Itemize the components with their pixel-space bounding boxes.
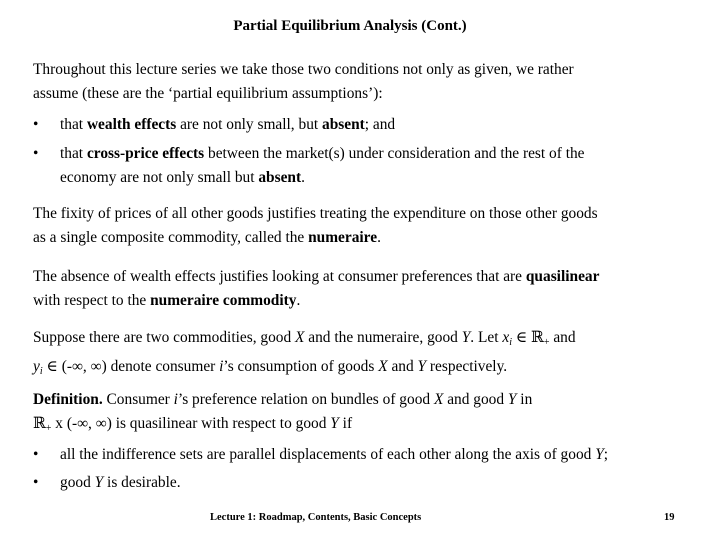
paragraph-line: as a single composite commodity, called the numeraire. <box>33 229 381 246</box>
slide-title: Partial Equilibrium Analysis (Cont.) <box>233 18 467 34</box>
bullet-marker: • <box>33 145 39 162</box>
paragraph-line: $y_i$ ∈ (-∞, ∞) denote consumer i’s consumption of goods X and Y respectively. <box>33 358 508 377</box>
bullet-marker: • <box>33 446 39 463</box>
bullet-text: that wealth effects are not only small, but absent; and <box>60 116 396 133</box>
bullet-text: all the indifference sets are parallel displacements of each other along the axis of good Y; <box>60 446 609 463</box>
paragraph-line: Throughout this lecture series we take those two conditions not only as given, we rather <box>33 61 574 78</box>
footer-text: Lecture 1: Roadmap, Contents, Basic Concepts <box>210 512 422 523</box>
bullet-marker: • <box>33 116 39 133</box>
bullet-text: good Y is desirable. <box>60 474 181 491</box>
paragraph-line: Suppose there are two commodities, good X and the numeraire, good Y. Let $x_i$ ∈ ℝ+ and <box>33 329 576 348</box>
paragraph-quasilinear <box>33 265 693 313</box>
paragraph-line: assume (these are the ‘partial equilibrium assumptions’): <box>33 85 383 102</box>
paragraph-line: The absence of wealth effects justifies looking at consumer preferences that are quasilinear <box>33 268 600 285</box>
paragraph-line: The fixity of prices of all other goods justifies treating the expenditure on those other goods <box>33 205 598 222</box>
paragraph-commodities <box>33 326 693 384</box>
paragraph-line: Definition. Consumer i’s preference relation on bundles of good X and good Y in <box>33 391 533 408</box>
paragraph-definition <box>33 388 693 441</box>
paragraph-numeraire <box>33 202 693 250</box>
bullet-marker: • <box>33 474 39 491</box>
paragraph-assumptions <box>33 58 693 106</box>
paragraph-line: with respect to the numeraire commodity. <box>33 292 301 309</box>
paragraph-line: ℝ+ x (-∞, ∞) is quasilinear with respect to good Y if <box>33 415 353 434</box>
bullet-text: that cross-price effects between the market(s) under consideration and the rest of the economy are not only small but absent. <box>60 145 585 186</box>
page-number: 19 <box>664 512 675 523</box>
